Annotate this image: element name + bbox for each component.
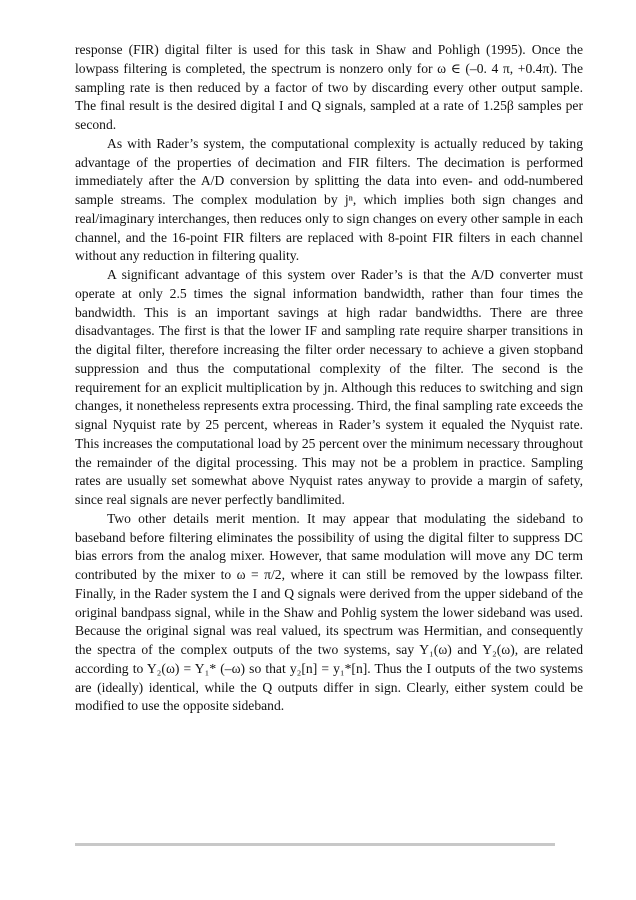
paragraph-computational-complexity: As with Rader’s system, the computational complexity is actually reduced by taking advantage of the properties of decimation and FIR filters. The decimation is performed immediately after the A/D conversion by splitting the data into even- and odd-numbered sample streams. The complex modulation by jⁿ, which implies both sign changes and real/imaginary interchanges, then reduces only to sign changes on every other sample in each channel, and the 16-point FIR filters are replaced with 8-point FIR filters in each channel without any reduction in filtering quality.: [75, 135, 583, 264]
footer-divider: [75, 843, 555, 846]
paragraph-other-details: Two other details merit mention. It may appear that modulating the sideband to baseband before filtering eliminates the possibility of using the digital filter to suppress DC bias errors from the analog mixer. However, that same modulation will move any DC term contributed by the mixer to ω = π/2, where it can still be removed by the lowpass filter. Finally, in the Rader system the I and Q signals were derived from the upper sideband of the original bandpass signal, while in the Shaw and Pohlig system the lower sideband was used. Because the original signal was real valued, its spectrum was Hermitian, and consequently the spectra of the complex outputs of the two systems, say Y₁(ω) and Y₂(ω), are related according to Y₂(ω) = Y₁* (–ω) so that y₂[n] = y₁*[n]. Thus the I outputs of the two systems are (ideally) identical, while the Q outputs differ in sign. Clearly, either system could be modified to use the opposite sideband.: [75, 510, 583, 714]
paragraph-fir-filter: response (FIR) digital filter is used for this task in Shaw and Pohligh (1995). Once the lowpass filtering is completed, the spectrum is nonzero only for ω ∈ (–0. 4 π, +0.4π). The sampling rate is then reduced by a factor of two by discarding every other output sample. The final result is the desired digital I and Q signals, sampled at a rate of 1.25β samples per second.: [75, 42, 583, 132]
page-body: [75, 41, 583, 716]
paragraph-advantages: A significant advantage of this system over Rader’s is that the A/D converter must operate at only 2.5 times the signal information bandwidth, rather than four times the bandwidth. This is an important savings at high radar bandwidths. There are three disadvantages. The first is that the lower IF and sampling rate require sharper transitions in the digital filter, therefore increasing the filter order necessary to achieve a given stopband suppression and thus the computational complexity of the filter. The second is the requirement for an explicit multiplication by jn. Although this reduces to switching and sign changes, it nonetheless represents extra processing. Third, the final sampling rate exceeds the signal Nyquist rate by 25 percent, whereas in Rader’s system it equaled the Nyquist rate. This increases the computational load by 25 percent over the minimum necessary throughout the remainder of the digital processing. This may not be a problem in practice. Sampling rates are usually set somewhat above Nyquist rates anyway to provide a margin of safety, since real signals are never perfectly bandlimited.: [75, 267, 583, 507]
